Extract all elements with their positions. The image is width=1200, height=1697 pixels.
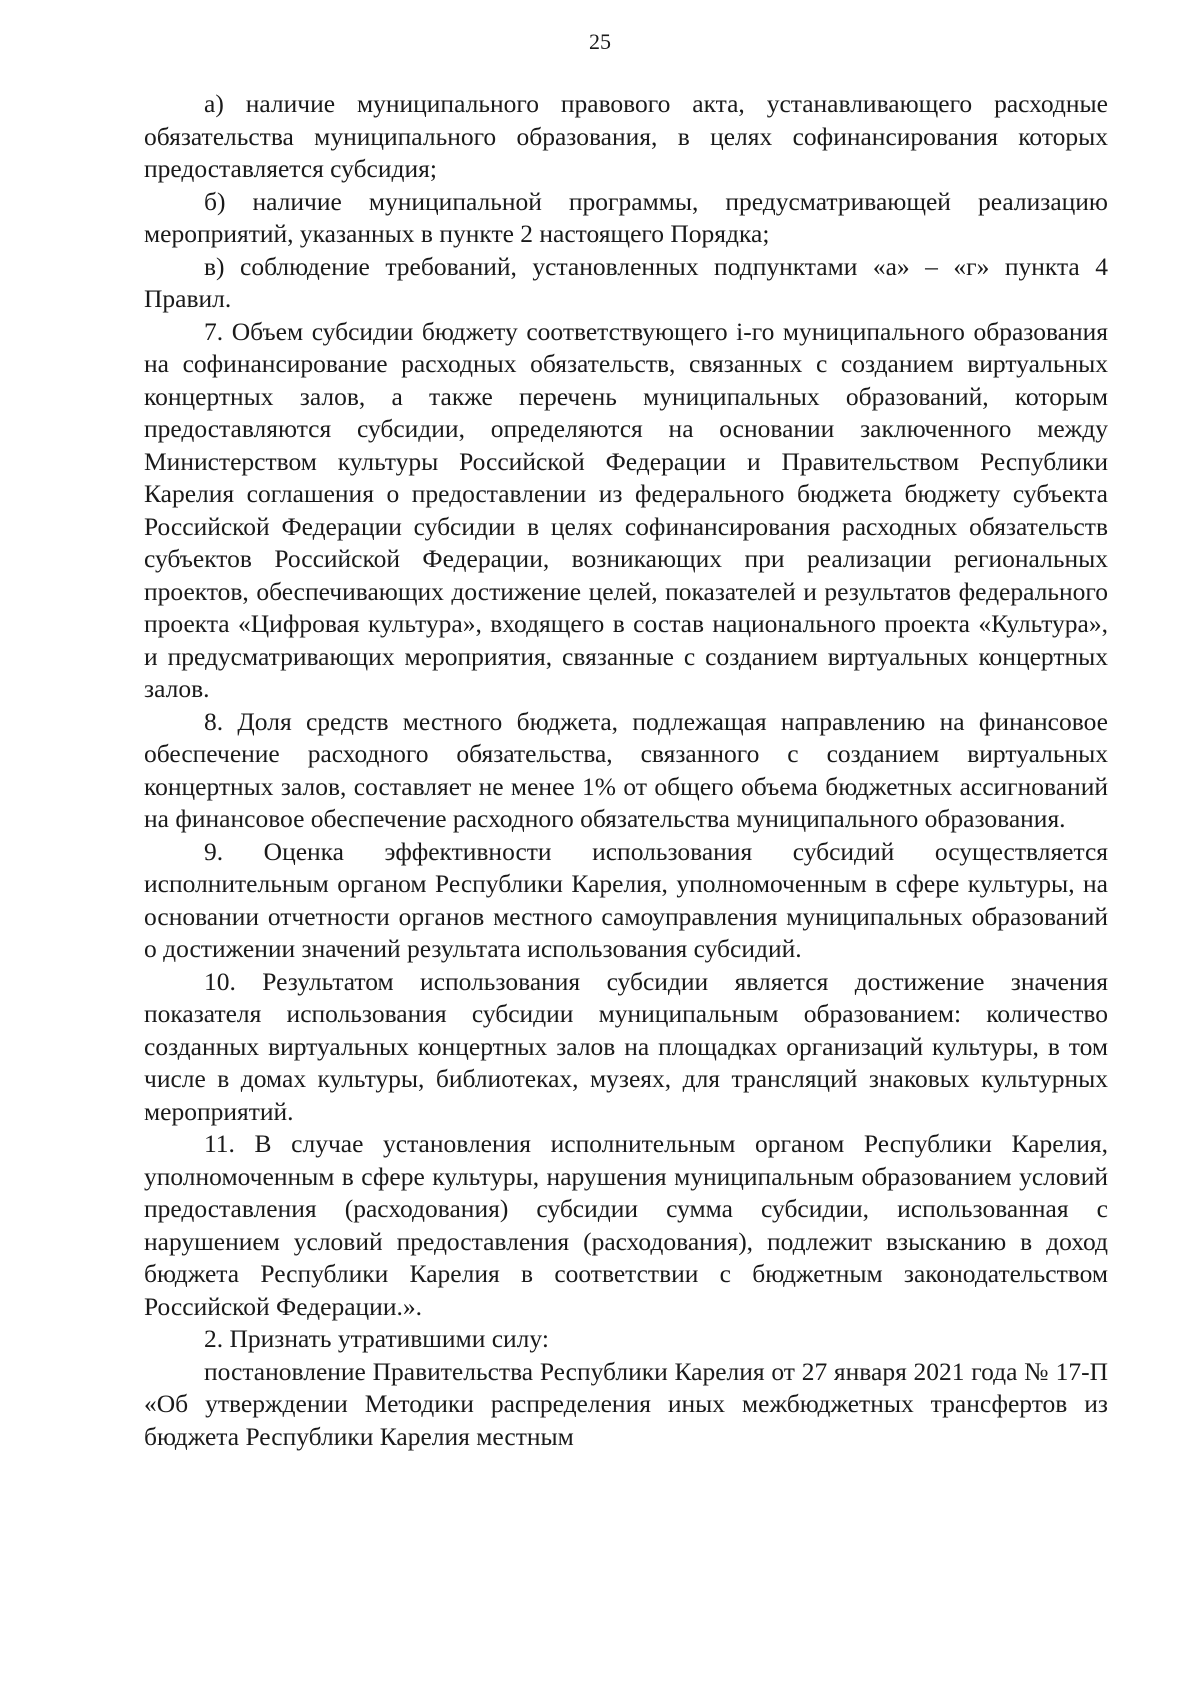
paragraph-subpoint-b: б) наличие муниципальной программы, предусматривающей реализацию мероприятий, указанных в пункте 2 настоящего Порядка; xyxy=(144,186,1108,248)
paragraph-item-9: 9. Оценка эффективности использования субсидий осуществляется исполнительным органом Республики Карелия, уполномоченным в сфере культуры, на основании отчетности органов местного самоуправления муниципальных образований о достижении значений результата использования субсидий. xyxy=(144,836,1108,963)
paragraph-repealed-resolution: постановление Правительства Республики Карелия от 27 января 2021 года № 17-П «Об утверждении Методики распределения иных межбюджетных трансфертов из бюджета Республики Карелия местным xyxy=(144,1356,1108,1451)
paragraph-subpoint-v: в) соблюдение требований, установленных подпунктами «а» – «г» пункта 4 Правил. xyxy=(144,251,1108,313)
paragraph-repeal-heading: 2. Признать утратившими силу: xyxy=(204,1324,549,1353)
paragraph-item-10: 10. Результатом использования субсидии является достижение значения показателя использования субсидии муниципальным образованием: количество созданных виртуальных концертных залов на площадках организаций культуры, в том числе в домах культуры, библиотеках, музеях, для трансляций знаковых культурных мероприятий. xyxy=(144,966,1108,1126)
page-number: 25 xyxy=(589,29,611,54)
document-body xyxy=(144,88,1108,1453)
paragraph-subpoint-a: а) наличие муниципального правового акта, устанавливающего расходные обязательства муниципального образования, в целях софинансирования которых предоставляется субсидия; xyxy=(144,89,1108,183)
paragraph-item-8: 8. Доля средств местного бюджета, подлежащая направлению на финансовое обеспечение расходного обязательства, связанного с созданием виртуальных концертных залов, составляет не менее 1% от общего объема бюджетных ассигнований на финансовое обеспечение расходного обязательства муниципального образования. xyxy=(144,706,1108,833)
paragraph-item-11: 11. В случае установления исполнительным органом Республики Карелия, уполномоченным в сфере культуры, нарушения муниципальным образованием условий предоставления (расходования) субсидии сумма субсидии, использованная с нарушением условий предоставления (расходования), подлежит взысканию в доход бюджета Республики Карелия в соответствии с бюджетным законодательством Российской Федерации.». xyxy=(144,1129,1108,1321)
paragraph-item-7: 7. Объем субсидии бюджету соответствующего i-го муниципального образования на софинансирование расходных обязательств, связанных с созданием виртуальных концертных залов, а также перечень муниципальных образований, которым предоставляются субсидии, определяются на основании заключенного между Министерством культуры Российской Федерации и Правительством Республики Карелия соглашения о предоставлении из федерального бюджета бюджету субъекта Российской Федерации субсидии в целях софинансирования расходных обязательств субъектов Российской Федерации, возникающих при реализации региональных проектов, обеспечивающих достижение целей, показателей и результатов федерального проекта «Цифровая культура», входящего в состав национального проекта «Культура», и предусматривающих мероприятия, связанные с созданием виртуальных концертных залов. xyxy=(144,316,1108,703)
